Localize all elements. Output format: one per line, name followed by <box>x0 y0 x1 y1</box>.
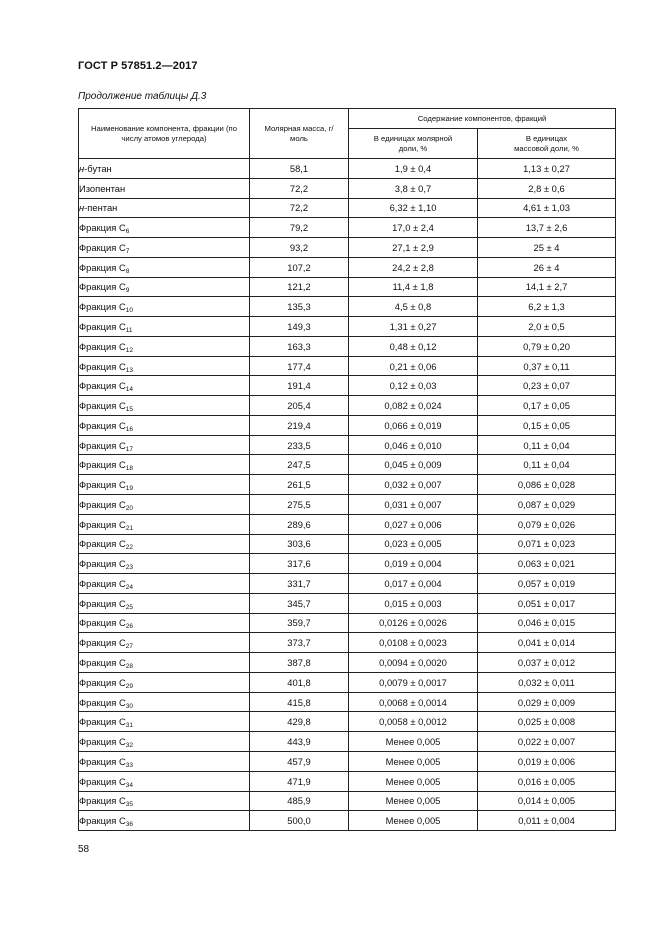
molar-mass-cell: 233,5 <box>250 435 349 455</box>
component-name-cell <box>79 475 250 495</box>
carbon-number: 26 <box>125 623 133 631</box>
mass-fraction-cell: 0,79 ± 0,20 <box>478 336 616 356</box>
carbon-number: 14 <box>125 386 133 394</box>
molar-fraction-cell: 0,082 ± 0,024 <box>349 396 478 416</box>
component-name-cell <box>79 495 250 515</box>
molar-mass-cell: 500,0 <box>250 811 349 831</box>
molar-fraction-cell: 3,8 ± 0,7 <box>349 178 478 198</box>
molar-fraction-cell: Менее 0,005 <box>349 771 478 791</box>
component-name-cell <box>79 435 250 455</box>
molar-fraction-cell: Менее 0,005 <box>349 732 478 752</box>
component-name: Фракция С <box>79 419 126 431</box>
molar-fraction-cell: 0,0108 ± 0,0023 <box>349 633 478 653</box>
component-name-cell <box>79 159 250 179</box>
component-name-cell <box>79 534 250 554</box>
component-name: Фракция С <box>79 360 126 372</box>
header-molar-fraction: В единицах молярной доли, % <box>349 129 478 159</box>
component-name-cell <box>79 455 250 475</box>
mass-fraction-cell: 0,014 ± 0,005 <box>478 791 616 811</box>
component-name-cell <box>79 672 250 692</box>
component-name-cell <box>79 771 250 791</box>
molar-fraction-cell: 0,015 ± 0,003 <box>349 593 478 613</box>
table-row <box>79 336 616 356</box>
mass-fraction-cell: 0,063 ± 0,021 <box>478 554 616 574</box>
component-name: Фракция С <box>79 657 126 669</box>
mass-fraction-cell: 0,016 ± 0,005 <box>478 771 616 791</box>
carbon-number: 9 <box>125 287 130 295</box>
component-name: Фракция С <box>79 775 126 787</box>
mass-fraction-cell: 0,011 ± 0,004 <box>478 811 616 831</box>
component-name: Фракция С <box>79 222 126 234</box>
molar-fraction-cell: 6,32 ± 1,10 <box>349 198 478 218</box>
molar-fraction-cell: 0,023 ± 0,005 <box>349 534 478 554</box>
table-row <box>79 593 616 613</box>
mass-fraction-cell: 0,087 ± 0,029 <box>478 495 616 515</box>
component-name: Фракция С <box>79 577 126 589</box>
molar-mass-cell: 219,4 <box>250 415 349 435</box>
molar-mass-cell: 373,7 <box>250 633 349 653</box>
molar-fraction-cell: 0,031 ± 0,007 <box>349 495 478 515</box>
molar-fraction-cell: 0,0126 ± 0,0026 <box>349 613 478 633</box>
component-name: Фракция С <box>79 558 126 570</box>
component-name: Фракция С <box>79 498 126 510</box>
molar-mass-cell: 289,6 <box>250 514 349 534</box>
component-name-cell <box>79 712 250 732</box>
component-name-cell <box>79 178 250 198</box>
component-name: Фракция С <box>79 518 126 530</box>
carbon-number: 22 <box>125 544 133 552</box>
component-name-cell <box>79 297 250 317</box>
component-name: Фракция С <box>79 400 126 412</box>
molar-fraction-cell: 1,9 ± 0,4 <box>349 159 478 179</box>
carbon-number: 6 <box>125 228 130 236</box>
table-row <box>79 495 616 515</box>
mass-fraction-cell: 6,2 ± 1,3 <box>478 297 616 317</box>
component-name-cell <box>79 514 250 534</box>
mass-fraction-cell: 0,051 ± 0,017 <box>478 593 616 613</box>
carbon-number: 32 <box>125 742 133 750</box>
table-row <box>79 574 616 594</box>
component-name: Фракция С <box>79 676 126 688</box>
data-table <box>78 108 616 831</box>
component-name: Фракция С <box>79 241 126 253</box>
molar-fraction-cell: 0,48 ± 0,12 <box>349 336 478 356</box>
molar-fraction-cell: Менее 0,005 <box>349 811 478 831</box>
component-name: Фракция С <box>79 637 126 649</box>
molar-mass-cell: 429,8 <box>250 712 349 732</box>
carbon-number: 7 <box>125 247 130 255</box>
molar-mass-cell: 107,2 <box>250 257 349 277</box>
table-row <box>79 376 616 396</box>
carbon-number: 23 <box>125 564 133 572</box>
table-row <box>79 317 616 337</box>
table-row <box>79 771 616 791</box>
component-name-cell <box>79 356 250 376</box>
molar-fraction-cell: 11,4 ± 1,8 <box>349 277 478 297</box>
molar-mass-cell: 135,3 <box>250 297 349 317</box>
mass-fraction-cell: 0,041 ± 0,014 <box>478 633 616 653</box>
molar-fraction-cell: 24,2 ± 2,8 <box>349 257 478 277</box>
table-row <box>79 633 616 653</box>
table-row <box>79 712 616 732</box>
molar-mass-cell: 485,9 <box>250 791 349 811</box>
molar-fraction-cell: 0,0094 ± 0,0020 <box>349 653 478 673</box>
component-name-cell <box>79 811 250 831</box>
molar-mass-cell: 72,2 <box>250 178 349 198</box>
mass-fraction-cell: 0,23 ± 0,07 <box>478 376 616 396</box>
carbon-number: 19 <box>125 485 133 493</box>
table-row <box>79 475 616 495</box>
component-name-cell <box>79 198 250 218</box>
molar-mass-cell: 443,9 <box>250 732 349 752</box>
page-number: 58 <box>78 844 90 855</box>
molar-fraction-cell: 0,066 ± 0,019 <box>349 415 478 435</box>
mass-fraction-cell: 1,13 ± 0,27 <box>478 159 616 179</box>
carbon-number: 34 <box>125 781 133 789</box>
mass-fraction-cell: 0,15 ± 0,05 <box>478 415 616 435</box>
molar-fraction-cell: 0,12 ± 0,03 <box>349 376 478 396</box>
table-row <box>79 198 616 218</box>
mass-fraction-cell: 25 ± 4 <box>478 238 616 258</box>
mass-fraction-cell: 0,037 ± 0,012 <box>478 653 616 673</box>
carbon-number: 8 <box>125 267 130 275</box>
mass-fraction-cell: 0,086 ± 0,028 <box>478 475 616 495</box>
component-name: Фракция С <box>79 716 126 728</box>
molar-fraction-cell: Менее 0,005 <box>349 791 478 811</box>
molar-mass-cell: 121,2 <box>250 277 349 297</box>
carbon-number: 36 <box>125 821 133 829</box>
molar-mass-cell: 359,7 <box>250 613 349 633</box>
carbon-number: 27 <box>125 643 133 651</box>
molar-fraction-cell: 0,045 ± 0,009 <box>349 455 478 475</box>
table-row <box>79 396 616 416</box>
mass-fraction-cell: 0,025 ± 0,008 <box>478 712 616 732</box>
molar-mass-cell: 72,2 <box>250 198 349 218</box>
component-name: Фракция С <box>79 281 126 293</box>
carbon-number: 28 <box>125 663 133 671</box>
mass-fraction-cell: 0,17 ± 0,05 <box>478 396 616 416</box>
header-content: Содержание компонентов, фракций <box>349 109 616 129</box>
carbon-number: 12 <box>125 346 133 354</box>
molar-mass-cell: 191,4 <box>250 376 349 396</box>
mass-fraction-cell: 0,022 ± 0,007 <box>478 732 616 752</box>
mass-fraction-cell: 0,37 ± 0,11 <box>478 356 616 376</box>
component-name: Фракция С <box>79 736 126 748</box>
carbon-number: 11 <box>125 327 133 334</box>
carbon-number: 20 <box>125 504 133 512</box>
table-row <box>79 356 616 376</box>
component-name-cell <box>79 593 250 613</box>
component-name-cell <box>79 376 250 396</box>
carbon-number: 31 <box>125 722 133 730</box>
molar-mass-cell: 471,9 <box>250 771 349 791</box>
component-name-cell <box>79 613 250 633</box>
carbon-number: 16 <box>125 425 133 433</box>
table-row <box>79 178 616 198</box>
molar-fraction-cell: 0,046 ± 0,010 <box>349 435 478 455</box>
table-row <box>79 435 616 455</box>
mass-fraction-cell: 0,079 ± 0,026 <box>478 514 616 534</box>
component-name-cell <box>79 257 250 277</box>
mass-fraction-cell: 4,61 ± 1,03 <box>478 198 616 218</box>
molar-mass-cell: 205,4 <box>250 396 349 416</box>
component-name-cell <box>79 751 250 771</box>
molar-mass-cell: 401,8 <box>250 672 349 692</box>
component-name: Фракция С <box>79 380 126 392</box>
mass-fraction-cell: 0,11 ± 0,04 <box>478 455 616 475</box>
mass-fraction-cell: 2,0 ± 0,5 <box>478 317 616 337</box>
carbon-number: 29 <box>125 682 133 690</box>
component-name-cell <box>79 415 250 435</box>
mass-fraction-cell: 0,046 ± 0,015 <box>478 613 616 633</box>
header-mass-fraction: В единицах массовой доли, % <box>478 129 616 159</box>
component-name: Изопентан <box>79 182 126 194</box>
mass-fraction-cell: 0,071 ± 0,023 <box>478 534 616 554</box>
component-name-cell <box>79 218 250 238</box>
table-row <box>79 159 616 179</box>
component-name: Фракция С <box>79 439 126 451</box>
component-name: Фракция С <box>79 617 126 629</box>
molar-mass-cell: 303,6 <box>250 534 349 554</box>
component-name-cell <box>79 317 250 337</box>
component-name-cell <box>79 574 250 594</box>
component-name: Фракция С <box>79 321 126 332</box>
component-name: Фракция С <box>79 597 126 609</box>
molar-fraction-cell: 0,0068 ± 0,0014 <box>349 692 478 712</box>
mass-fraction-cell: 2,8 ± 0,6 <box>478 178 616 198</box>
component-name: Фракция С <box>79 696 126 708</box>
table-row <box>79 811 616 831</box>
molar-fraction-cell: 0,0079 ± 0,0017 <box>349 672 478 692</box>
molar-mass-cell: 261,5 <box>250 475 349 495</box>
table-row <box>79 455 616 475</box>
component-name: Фракция С <box>79 301 126 313</box>
header-molar-mass: Молярная масса, г/моль <box>250 109 349 159</box>
molar-fraction-cell: Менее 0,005 <box>349 751 478 771</box>
carbon-number: 30 <box>125 702 133 710</box>
molar-fraction-cell: 0,21 ± 0,06 <box>349 356 478 376</box>
component-prefix: н <box>79 162 85 174</box>
component-name: -пентан <box>84 202 118 214</box>
mass-fraction-cell: 0,032 ± 0,011 <box>478 672 616 692</box>
mass-fraction-cell: 0,057 ± 0,019 <box>478 574 616 594</box>
molar-fraction-cell: 0,032 ± 0,007 <box>349 475 478 495</box>
component-name-cell <box>79 692 250 712</box>
table-row <box>79 692 616 712</box>
molar-mass-cell: 177,4 <box>250 356 349 376</box>
molar-mass-cell: 387,8 <box>250 653 349 673</box>
component-name-cell <box>79 791 250 811</box>
mass-fraction-cell: 26 ± 4 <box>478 257 616 277</box>
molar-fraction-cell: 1,31 ± 0,27 <box>349 317 478 337</box>
component-name-cell <box>79 554 250 574</box>
carbon-number: 17 <box>125 445 133 453</box>
table-row <box>79 554 616 574</box>
carbon-number: 15 <box>125 406 133 414</box>
component-name-cell <box>79 277 250 297</box>
carbon-number: 33 <box>125 761 133 769</box>
component-name: Фракция С <box>79 538 126 550</box>
mass-fraction-cell: 13,7 ± 2,6 <box>478 218 616 238</box>
document-header: ГОСТ Р 57851.2—2017 <box>78 60 198 72</box>
molar-mass-cell: 415,8 <box>250 692 349 712</box>
carbon-number: 25 <box>125 603 133 611</box>
molar-mass-cell: 275,5 <box>250 495 349 515</box>
table-row <box>79 751 616 771</box>
molar-fraction-cell: 0,0058 ± 0,0012 <box>349 712 478 732</box>
component-name: Фракция С <box>79 261 126 273</box>
carbon-number: 10 <box>125 307 133 315</box>
component-name: Фракция С <box>79 340 126 352</box>
component-name: Фракция С <box>79 479 126 491</box>
component-name-cell <box>79 653 250 673</box>
table-row <box>79 514 616 534</box>
component-name: -бутан <box>84 162 112 174</box>
table-row <box>79 653 616 673</box>
carbon-number: 21 <box>125 524 133 532</box>
carbon-number: 18 <box>125 465 133 473</box>
molar-fraction-cell: 0,027 ± 0,006 <box>349 514 478 534</box>
table-row <box>79 415 616 435</box>
molar-mass-cell: 317,6 <box>250 554 349 574</box>
molar-mass-cell: 247,5 <box>250 455 349 475</box>
carbon-number: 35 <box>125 801 133 809</box>
carbon-number: 13 <box>125 366 133 374</box>
table-row <box>79 238 616 258</box>
mass-fraction-cell: 0,019 ± 0,006 <box>478 751 616 771</box>
table-row <box>79 257 616 277</box>
molar-mass-cell: 58,1 <box>250 159 349 179</box>
header-component: Наименование компонента, фракции (по числу атомов углерода) <box>79 109 250 159</box>
mass-fraction-cell: 0,11 ± 0,04 <box>478 435 616 455</box>
table-row <box>79 218 616 238</box>
molar-mass-cell: 457,9 <box>250 751 349 771</box>
molar-mass-cell: 93,2 <box>250 238 349 258</box>
component-name: Фракция С <box>79 815 126 827</box>
table-body <box>79 159 616 831</box>
component-name: Фракция С <box>79 795 126 807</box>
table-caption: Продолжение таблицы Д.3 <box>78 91 207 102</box>
table-row <box>79 672 616 692</box>
component-name-cell <box>79 396 250 416</box>
table-row <box>79 791 616 811</box>
molar-fraction-cell: 0,019 ± 0,004 <box>349 554 478 574</box>
component-name-cell <box>79 633 250 653</box>
component-prefix: н <box>79 202 85 214</box>
component-name: Фракция С <box>79 755 126 767</box>
table-row <box>79 277 616 297</box>
component-name-cell <box>79 732 250 752</box>
mass-fraction-cell: 0,029 ± 0,009 <box>478 692 616 712</box>
table-row <box>79 613 616 633</box>
mass-fraction-cell: 14,1 ± 2,7 <box>478 277 616 297</box>
molar-fraction-cell: 17,0 ± 2,4 <box>349 218 478 238</box>
molar-fraction-cell: 4,5 ± 0,8 <box>349 297 478 317</box>
table-row <box>79 534 616 554</box>
molar-mass-cell: 345,7 <box>250 593 349 613</box>
molar-mass-cell: 331,7 <box>250 574 349 594</box>
component-name-cell <box>79 336 250 356</box>
carbon-number: 24 <box>125 583 133 591</box>
component-name-cell <box>79 238 250 258</box>
molar-fraction-cell: 0,017 ± 0,004 <box>349 574 478 594</box>
table-row <box>79 297 616 317</box>
molar-fraction-cell: 27,1 ± 2,9 <box>349 238 478 258</box>
molar-mass-cell: 79,2 <box>250 218 349 238</box>
component-name: Фракция С <box>79 459 126 471</box>
table-row <box>79 732 616 752</box>
molar-mass-cell: 149,3 <box>250 317 349 337</box>
molar-mass-cell: 163,3 <box>250 336 349 356</box>
